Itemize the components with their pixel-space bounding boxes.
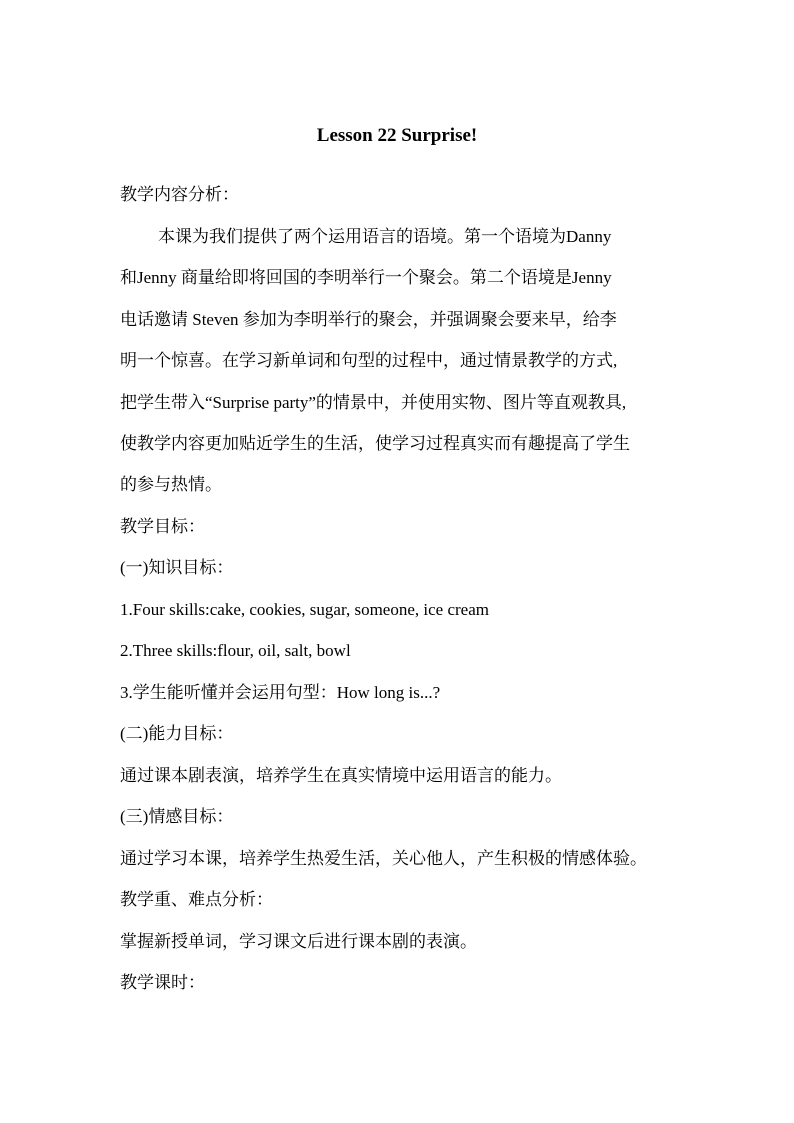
heading-teaching-periods: 教学课时： xyxy=(120,973,205,992)
paragraph-line: 把学生带入“Surprise party”的情景中，并使用实物、图片等直观教具, xyxy=(120,393,627,412)
paragraph-line: 和Jenny 商量给即将回国的李明举行一个聚会。第二个语境是Jenny xyxy=(120,268,612,287)
subheading-emotional-goals: (三)情感目标： xyxy=(120,807,234,826)
heading-teaching-goals: 教学目标： xyxy=(120,517,205,536)
list-item: 3.学生能听懂并会运用句型：How long is...? xyxy=(120,683,441,702)
subheading-knowledge-goals: (一)知识目标： xyxy=(120,558,234,577)
paragraph-line: 本课为我们提供了两个运用语言的语境。第一个语境为Danny xyxy=(158,227,612,246)
subheading-ability-goals: (二)能力目标： xyxy=(120,724,234,743)
heading-key-difficult-points: 教学重、难点分析： xyxy=(120,890,273,909)
paragraph-line: 通过学习本课，培养学生热爱生活，关心他人，产生积极的情感体验。 xyxy=(120,849,647,868)
heading-content-analysis: 教学内容分析： xyxy=(120,185,239,204)
paragraph-line: 掌握新授单词，学习课文后进行课本剧的表演。 xyxy=(120,932,477,951)
paragraph-line: 的参与热情。 xyxy=(120,475,222,494)
list-item: 1.Four skills:cake, cookies, sugar, someone, ice cream xyxy=(120,600,489,619)
paragraph-line: 通过课本剧表演，培养学生在真实情境中运用语言的能力。 xyxy=(120,766,562,785)
list-item: 2.Three skills:flour, oil, salt, bowl xyxy=(120,641,351,660)
document-title: Lesson 22 Surprise! xyxy=(316,125,478,146)
paragraph-line: 明一个惊喜。在学习新单词和句型的过程中，通过情景教学的方式, xyxy=(120,351,618,370)
paragraph-line: 电话邀请 Steven 参加为李明举行的聚会，并强调聚会要来早，给李 xyxy=(120,310,617,329)
paragraph-line: 使教学内容更加贴近学生的生活，使学习过程真实而有趣提高了学生 xyxy=(120,434,630,453)
